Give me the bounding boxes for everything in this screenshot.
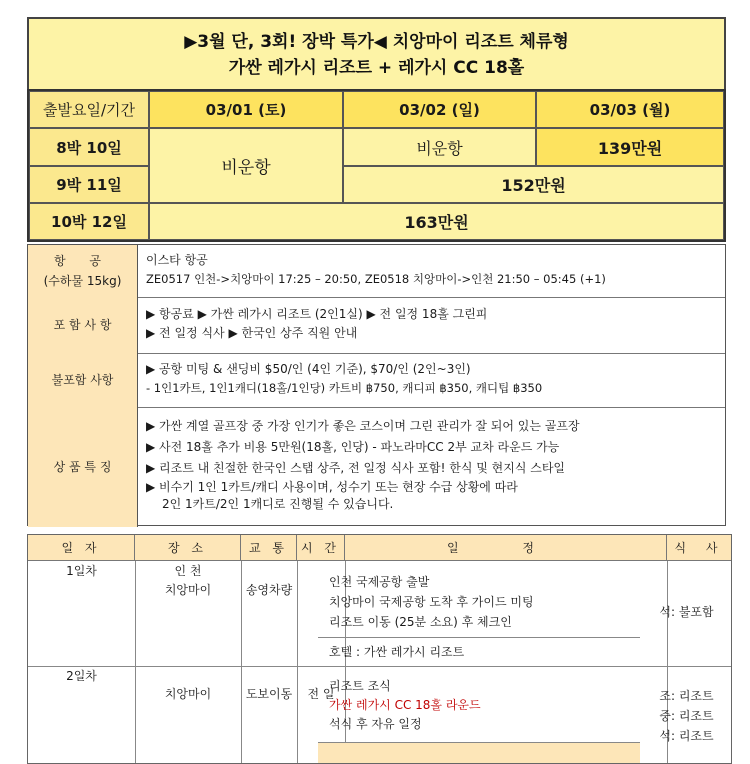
day-2-label: 2일차 [66,669,97,683]
day-2-transport: 도보이동 [245,687,293,701]
day-2-place: 치앙마이 [164,687,212,701]
col-header-meal: 식 사 [667,535,732,561]
day-1-sched-3: 리조트 이동 (25분 소요) 후 체크인 [329,615,512,629]
day-1-hotel: 호텔 : 가싼 레가시 리조트 [329,645,465,659]
price-table [27,89,726,242]
excluded-line-2: - 1인1카트, 1인1캐디(18홀/1인당) 카트비 ฿750, 캐디피 ฿350, 캐디팁 ฿350 [146,381,543,395]
itinerary-table [27,534,732,764]
date-col-1: 03/01 (토) [149,91,343,128]
row-label-8n: 8박 10일 [29,128,149,166]
feature-line-2: ▶ 사전 18홀 추가 비용 5만원(18홀, 인당) - 파노라마CC 2부 교차 라운드 가능 [146,440,560,454]
col-header-day: 일 자 [28,535,135,561]
no-flight-cell-0301: 비운항 [149,128,343,203]
included-label [28,297,138,353]
included-content [138,297,725,353]
features-label-text: 상 품 특 징 [53,460,112,474]
feature-line-5: 2인 1카트/2인 1캐디로 진행될 수 있습니다. [162,497,394,511]
col-header-place: 장 소 [135,535,241,561]
row-label-10n: 10박 12일 [29,203,149,240]
included-line-1: ▶ 항공료 ▶ 가싼 레가시 리조트 (2인1실) ▶ 전 일정 18홀 그린피 [146,307,488,321]
feature-line-1: ▶ 가싼 계열 골프장 중 가장 인기가 좋은 코스이며 그린 관리가 잘 되어 있는 골프장 [146,419,580,433]
no-flight-cell-0302: 비운항 [343,128,536,166]
header-period-label: 출발요일/기간 [29,91,149,128]
excluded-label [28,353,138,407]
day-1-sched-2: 치앙마이 국제공항 도착 후 가이드 미팅 [329,595,534,609]
day-2-time: 전 일 [307,687,335,701]
feature-line-4: ▶ 비수기 1인 1카트/캐디 사용이며, 성수기 또는 현장 수급 상황에 따라 [146,480,518,494]
day-2-meal-2: 중: 리조트 [659,709,714,723]
airline-name: 이스타 항공 [146,253,208,267]
info-table [27,244,726,526]
date-col-2: 03/02 (일) [343,91,536,128]
title-line-1: ▶3월 단, 3회! 장박 특가◀ 치앙마이 리조트 체류형 [184,31,569,52]
day-2-sched-1: 리조트 조식 [329,679,391,693]
price-10n: 163만원 [149,203,724,240]
excluded-content [138,353,725,407]
excluded-label-text: 불포함 사항 [51,373,114,387]
day-2-sched-2: 가싼 레가시 CC 18홀 라운드 [329,698,481,712]
day-2-sched-3: 석식 후 자유 일정 [329,717,422,731]
day-1-place-2: 치앙마이 [164,583,212,597]
features-content [138,407,725,527]
title-box [27,17,726,92]
included-label-text: 포 함 사 항 [53,318,112,332]
airline-label-1: 항 공 [54,254,111,268]
day-1-label: 1일차 [66,564,97,578]
col-header-time: 시 간 [297,535,345,561]
airline-label [28,245,138,297]
day-2-meal-1: 조: 리조트 [659,689,714,703]
day-1-meal: 석: 불포함 [659,605,714,619]
row-label-9n: 9박 11일 [29,166,149,203]
price-9n: 152만원 [343,166,724,203]
airline-content [138,245,725,297]
feature-line-3: ▶ 리조트 내 친절한 한국인 스탭 상주, 전 일정 식사 포함! 한식 및 현지식 스타일 [146,461,566,475]
excluded-line-1: ▶ 공항 미팅 & 샌딩비 $50/인 (4인 기준), $70/인 (2인~3인) [146,362,471,376]
day-2-meal-3: 석: 리조트 [659,729,714,743]
title-line-2: 가싼 레가시 리조트 + 레가시 CC 18홀 [228,57,525,78]
flight-schedule: ZE0517 인천->치앙마이 17:25 – 20:50, ZE0518 치앙마이->인천 21:50 – 05:45 (+1) [146,272,606,286]
price-8n: 139만원 [536,128,724,166]
features-label [28,407,138,527]
included-line-2: ▶ 전 일정 식사 ▶ 한국인 상주 직원 안내 [146,326,358,340]
day-1-transport: 송영차량 [245,583,293,597]
date-col-3: 03/03 (월) [536,91,724,128]
airline-label-2: (수하물 15kg) [43,274,122,288]
col-header-transport: 교 통 [241,535,297,561]
day-1-sched-1: 인천 국제공항 출발 [329,575,430,589]
col-header-schedule: 일 정 [345,535,667,561]
day-1-place-1: 인 천 [174,564,202,578]
